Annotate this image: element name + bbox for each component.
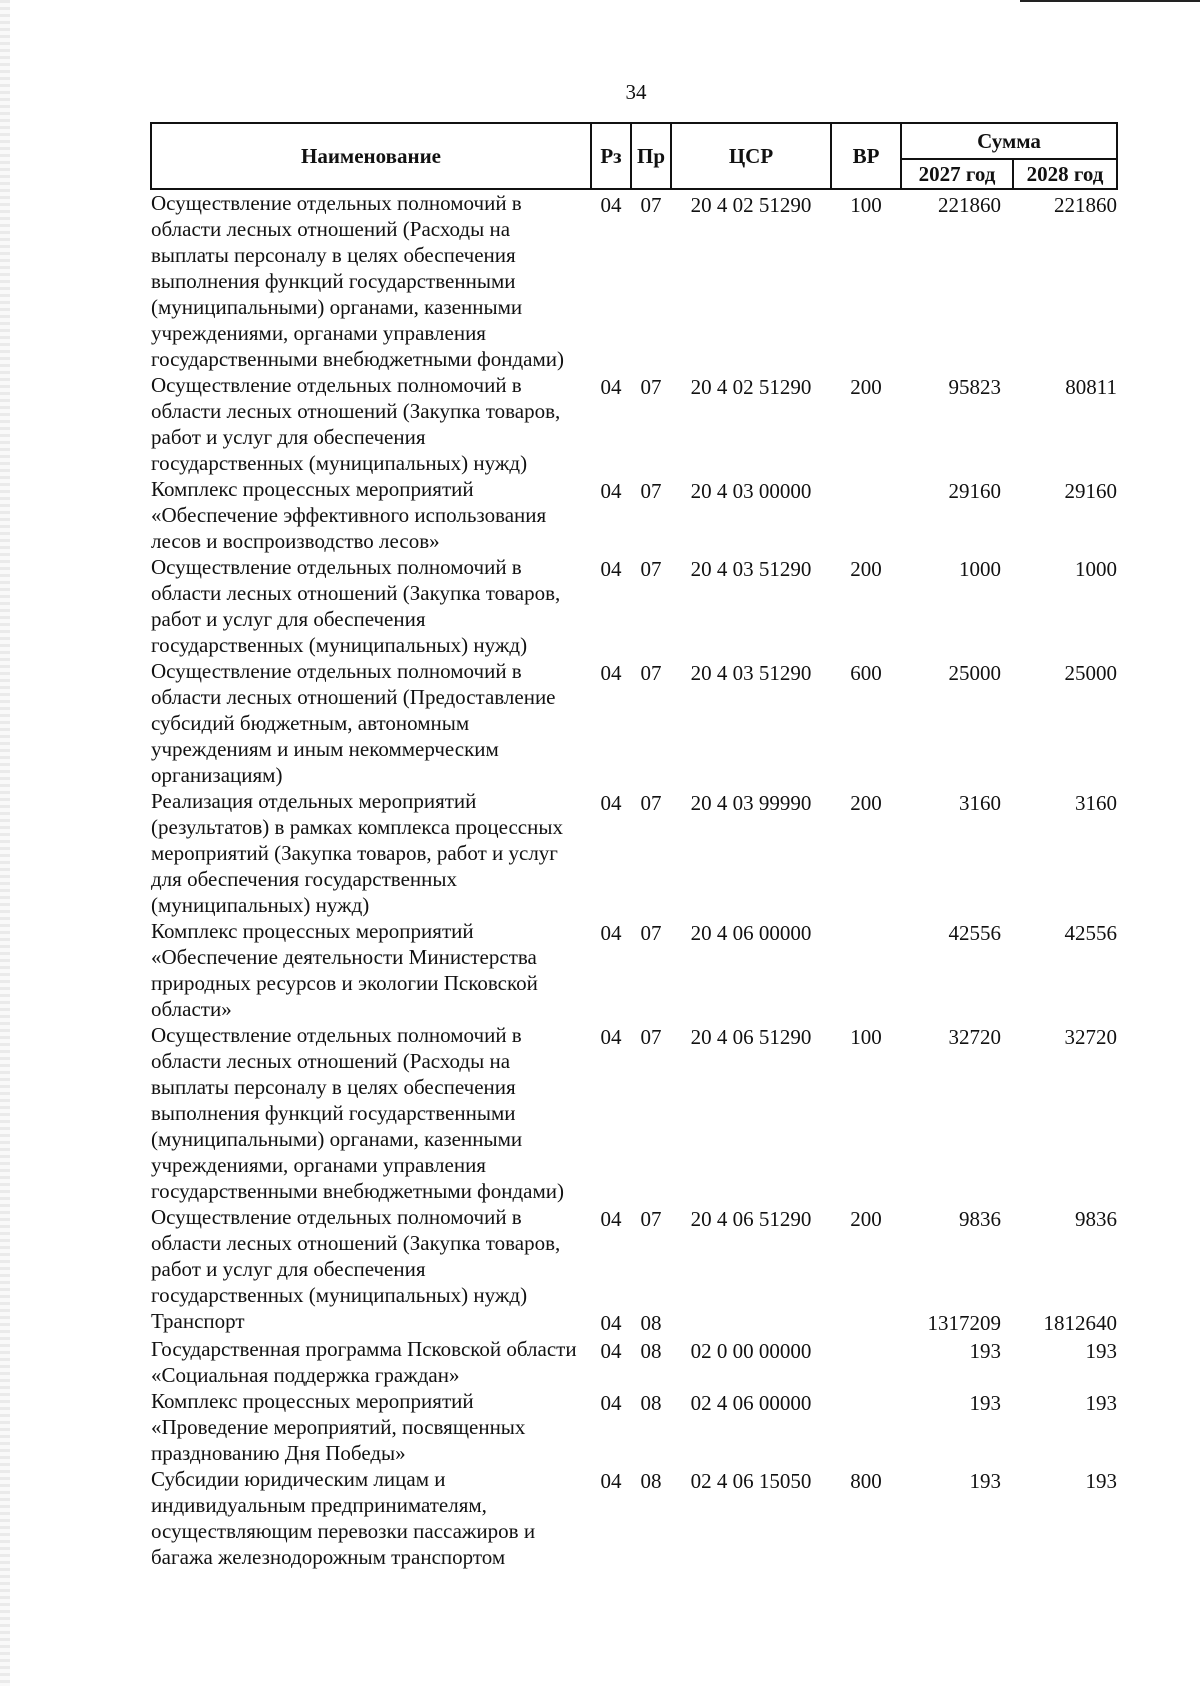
row-pr: 07 [640,921,662,945]
row-sum-2027: 193 [969,1391,1001,1415]
row-rz: 04 [600,1311,622,1335]
row-csr: 20 4 03 51290 [690,557,812,581]
row-sum-2027: 221860 [938,193,1001,217]
row-rz: 04 [600,921,622,945]
page-number: 34 [625,80,647,104]
row-csr: 20 4 03 00000 [690,479,812,503]
table-row [151,476,1117,554]
row-sum-2027: 9836 [959,1207,1001,1231]
table-row [151,1388,1117,1466]
row-rz: 04 [600,1339,622,1363]
row-vr: 100 [850,193,882,217]
row-pr: 08 [640,1339,662,1363]
row-vr [831,918,901,1022]
row-pr: 07 [640,1025,662,1049]
table-row [151,788,1117,918]
row-name: Транспорт [151,1309,245,1333]
row-rz: 04 [600,661,622,685]
row-name: Осуществление отдельных полномочий в области лесных отношений (Закупка товаров, работ и услуг для обеспечения государственных (муниципальных) нужд) [151,1205,561,1307]
row-sum-2027: 1317209 [927,1311,1001,1335]
row-csr: 02 4 06 15050 [690,1469,812,1493]
row-rz: 04 [600,1391,622,1415]
table-row [151,189,1117,372]
row-vr: 200 [850,791,882,815]
header-name: Наименование [151,123,591,189]
row-name: Осуществление отдельных полномочий в области лесных отношений (Расходы на выплаты персоналу в целях обеспечения выполнения функций государственными (муниципальными) органами, казенными учреждениями, органами управления государственными внебюджетными фондами) [151,1023,565,1203]
row-pr: 07 [640,479,662,503]
row-name: Комплекс процессных мероприятий «Обеспечение деятельности Министерства природных ресурсов и экологии Псковской области» [151,919,538,1021]
row-rz: 04 [600,1207,622,1231]
row-sum-2027: 42556 [948,921,1001,945]
row-csr: 20 4 02 51290 [690,375,812,399]
table-row [151,372,1117,476]
row-pr: 07 [640,1207,662,1231]
header-pr: Пр [631,123,671,189]
row-vr: 200 [850,557,882,581]
table-row [151,1204,1117,1308]
row-csr: 02 4 06 00000 [690,1391,812,1415]
table-row [151,1308,1117,1336]
scan-edge [0,0,10,1686]
table-row [151,1466,1117,1570]
row-sum-2028: 221860 [1054,193,1117,217]
row-sum-2028: 32720 [1064,1025,1117,1049]
table-row [151,658,1117,788]
row-name: Осуществление отдельных полномочий в области лесных отношений (Закупка товаров, работ и услуг для обеспечения государственных (муниципальных) нужд) [151,555,561,657]
budget-table [150,122,1118,1570]
row-sum-2028: 3160 [1075,791,1117,815]
row-csr: 20 4 06 51290 [690,1207,812,1231]
header-vr: ВР [831,123,901,189]
row-sum-2027: 95823 [948,375,1001,399]
row-name: Субсидии юридическим лицам и индивидуальным предпринимателям, осуществляющим перевозки пассажиров и багажа железнодорожным транспортом [151,1467,536,1569]
row-sum-2027: 32720 [948,1025,1001,1049]
row-csr [671,1308,831,1336]
header-year-2028: 2028 год [1013,159,1117,189]
row-csr: 20 4 06 00000 [690,921,812,945]
row-csr: 20 4 02 51290 [690,193,812,217]
row-sum-2027: 193 [969,1339,1001,1363]
header-rz: Рз [591,123,631,189]
table-row [151,918,1117,1022]
row-sum-2028: 193 [1085,1391,1117,1415]
row-sum-2028: 80811 [1065,375,1117,399]
row-rz: 04 [600,193,622,217]
row-csr: 20 4 03 51290 [690,661,812,685]
row-name: Комплекс процессных мероприятий «Обеспечение эффективного использования лесов и воспроизводство лесов» [151,477,547,553]
row-vr [831,476,901,554]
row-vr [831,1336,901,1388]
row-sum-2028: 42556 [1064,921,1117,945]
row-name: Реализация отдельных мероприятий (результатов) в рамках комплекса процессных мероприятий (Закупка товаров, работ и услуг для обеспечения государственных (муниципальных) нужд) [151,789,563,917]
row-pr: 07 [640,375,662,399]
row-vr: 100 [850,1025,882,1049]
row-pr: 07 [640,661,662,685]
row-pr: 08 [640,1469,662,1493]
header-sum: Сумма [901,123,1117,159]
row-vr [831,1308,901,1336]
row-rz: 04 [600,1469,622,1493]
row-pr: 07 [640,791,662,815]
row-sum-2028: 25000 [1064,661,1117,685]
row-pr: 07 [640,557,662,581]
row-rz: 04 [600,479,622,503]
row-vr: 200 [850,1207,882,1231]
row-sum-2027: 3160 [959,791,1001,815]
row-vr: 200 [850,375,882,399]
header-year-2027: 2027 год [901,159,1013,189]
row-rz: 04 [600,557,622,581]
scan-top-line [1020,0,1200,2]
table-row [151,1022,1117,1204]
budget-table-container [150,122,1116,1570]
table-header [151,123,1117,189]
row-csr: 02 0 00 00000 [690,1339,812,1363]
table-row [151,1336,1117,1388]
header-csr: ЦСР [671,123,831,189]
row-csr: 20 4 06 51290 [690,1025,812,1049]
row-pr: 07 [640,193,662,217]
row-sum-2027: 29160 [948,479,1001,503]
row-name: Осуществление отдельных полномочий в области лесных отношений (Предоставление субсидий бюджетным, автономным учреждениям и иным некоммерческим организациям) [151,659,556,787]
row-sum-2028: 193 [1085,1339,1117,1363]
row-sum-2027: 1000 [959,557,1001,581]
row-sum-2027: 25000 [948,661,1001,685]
row-rz: 04 [600,1025,622,1049]
table-body [151,189,1117,1570]
row-sum-2028: 1812640 [1043,1311,1117,1335]
row-name: Государственная программа Псковской области «Социальная поддержка граждан» [151,1337,577,1387]
row-sum-2028: 9836 [1075,1207,1117,1231]
row-name: Осуществление отдельных полномочий в области лесных отношений (Расходы на выплаты персоналу в целях обеспечения выполнения функций государственными (муниципальными) органами, казенными учреждениями, органами управления государственными внебюджетными фондами) [151,191,565,371]
row-sum-2028: 193 [1085,1469,1117,1493]
row-rz: 04 [600,791,622,815]
row-sum-2028: 29160 [1064,479,1117,503]
row-vr: 600 [850,661,882,685]
table-row [151,554,1117,658]
row-pr: 08 [640,1311,662,1335]
row-sum-2027: 193 [969,1469,1001,1493]
row-vr: 800 [850,1469,882,1493]
row-name: Комплекс процессных мероприятий «Проведение мероприятий, посвященных празднованию Дня Победы» [151,1389,526,1465]
row-name: Осуществление отдельных полномочий в области лесных отношений (Закупка товаров, работ и услуг для обеспечения государственных (муниципальных) нужд) [151,373,561,475]
row-csr: 20 4 03 99990 [690,791,812,815]
row-sum-2028: 1000 [1075,557,1117,581]
row-pr: 08 [640,1391,662,1415]
row-vr [831,1388,901,1466]
row-rz: 04 [600,375,622,399]
